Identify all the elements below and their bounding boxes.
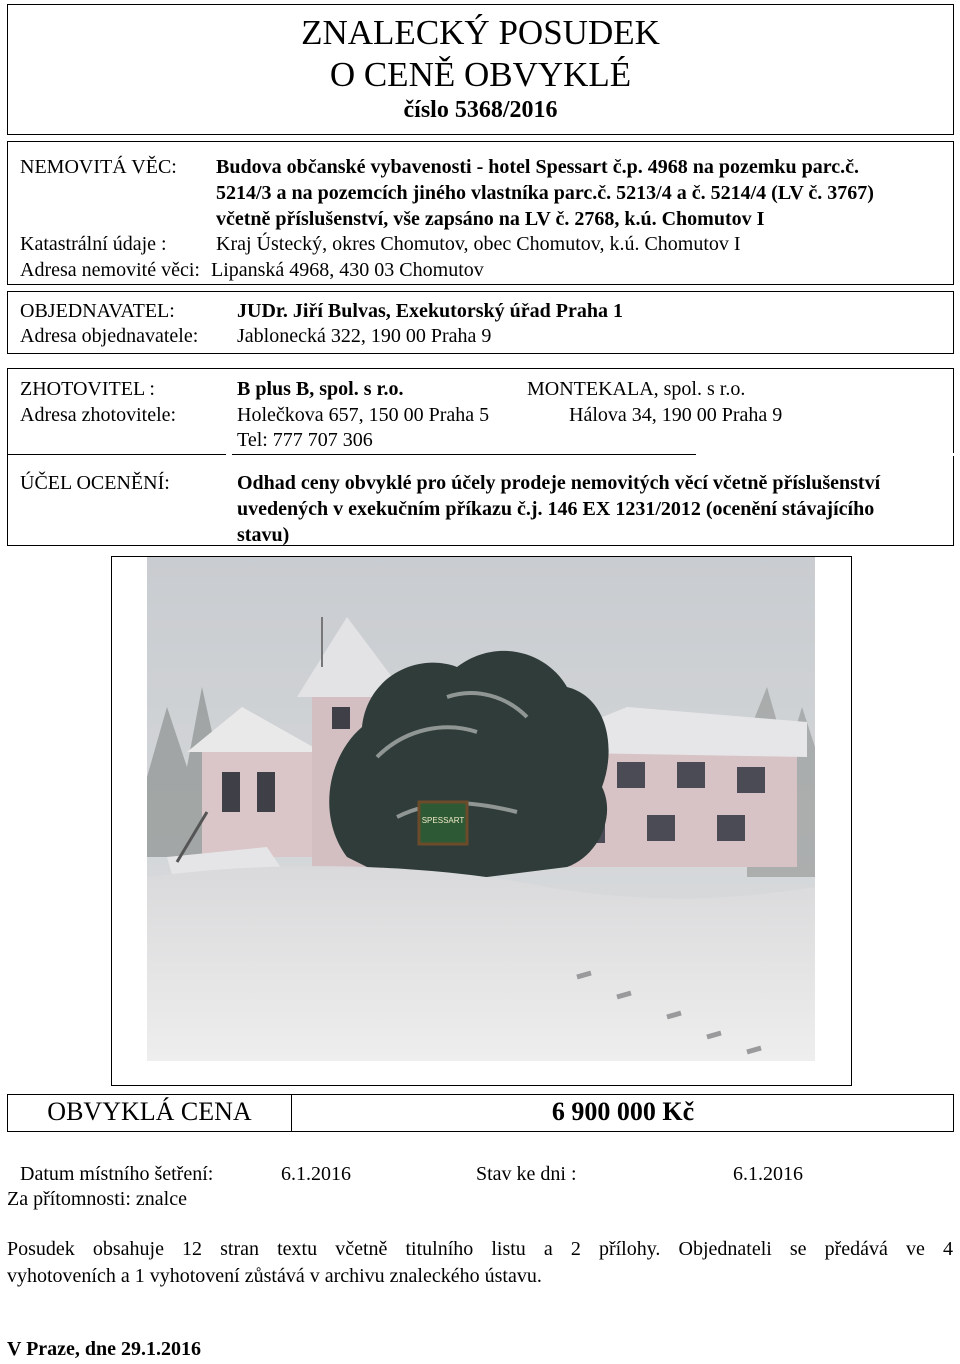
price-label: OBVYKLÁ CENA	[47, 1097, 252, 1126]
purpose-line-1: Odhad ceny obvyklé pro účely prodeje nemovitých věcí včetně příslušenství	[237, 472, 881, 494]
title-box	[7, 4, 954, 135]
note-line-1: Posudek obsahuje 12 stran textu včetně titulního listu a 2 přílohy. Objednateli se předává ve 4	[7, 1238, 953, 1260]
presence-note: Za přítomnosti: znalce	[7, 1188, 187, 1210]
contractor-label: ZHOTOVITEL :	[20, 378, 155, 400]
client-address-value: Jablonecká 322, 190 00 Praha 9	[237, 325, 492, 347]
contractor-address-label: Adresa zhotovitele:	[20, 404, 177, 426]
address-value: Lipanská 4968, 430 03 Chomutov	[211, 259, 484, 281]
divider-gap-2	[696, 453, 955, 456]
client-value: JUDr. Jiří Bulvas, Exekutorský úřad Praha 1	[237, 300, 623, 322]
property-line-2: 5214/3 a na pozemcích jiného vlastníka parc.č. 5213/4 a č. 5214/4 (LV č. 3767)	[216, 182, 874, 204]
place-date: V Praze, dne 29.1.2016	[7, 1338, 202, 1360]
note-line-2: vyhotoveních a 1 vyhotovení zůstává v archivu znaleckého ústavu.	[7, 1265, 542, 1287]
inspection-date: 6.1.2016	[281, 1163, 351, 1185]
state-date: 6.1.2016	[733, 1163, 803, 1185]
state-label: Stav ke dni :	[476, 1163, 577, 1185]
client-section	[7, 291, 954, 354]
property-section	[7, 141, 954, 285]
property-label: NEMOVITÁ VĚC:	[20, 156, 177, 178]
inspection-label: Datum místního šetření:	[20, 1163, 214, 1185]
contractor-section	[7, 368, 954, 546]
property-line-3: včetně příslušenství, vše zapsáno na LV č. 2768, k.ú. Chomutov I	[216, 208, 765, 230]
title-line-2: O CENĚ OBVYKLÉ	[329, 55, 632, 94]
property-line-1: Budova občanské vybavenosti - hotel Spessart č.p. 4968 na pozemku parc.č.	[216, 156, 860, 178]
cadastral-value: Kraj Ústecký, okres Chomutov, obec Chomutov, k.ú. Chomutov I	[216, 233, 741, 255]
contractor-address-2: Hálova 34, 190 00 Praha 9	[569, 404, 783, 426]
purpose-line-2: uvedených v exekučním příkazu č.j. 146 EX 1231/2012 (ocenění stávajícího	[237, 498, 875, 520]
client-label: OBJEDNAVATEL:	[20, 300, 175, 322]
purpose-label: ÚČEL OCENĚNÍ:	[20, 472, 170, 494]
client-address-label: Adresa objednavatele:	[20, 325, 199, 347]
sign-text: SPESSART	[421, 816, 465, 825]
cadastral-label: Katastrální údaje :	[20, 233, 167, 255]
hotel-photo	[147, 557, 815, 1061]
purpose-line-3: stavu)	[237, 524, 290, 546]
price-value: 6 900 000 Kč	[551, 1097, 695, 1126]
title-line-1: ZNALECKÝ POSUDEK	[301, 13, 660, 52]
price-box	[7, 1094, 954, 1132]
hotel-photo-illustration	[147, 557, 815, 1061]
contractor-name-2: MONTEKALA, spol. s r.o.	[527, 378, 746, 400]
address-label: Adresa nemovité věci:	[20, 259, 200, 281]
contractor-address-1: Holečkova 657, 150 00 Praha 5	[237, 404, 490, 426]
contractor-phone: Tel: 777 707 306	[237, 429, 373, 451]
contractor-name-1: B plus B, spol. s r.o.	[237, 378, 404, 400]
report-number: číslo 5368/2016	[403, 97, 558, 123]
divider-gap	[226, 453, 232, 456]
